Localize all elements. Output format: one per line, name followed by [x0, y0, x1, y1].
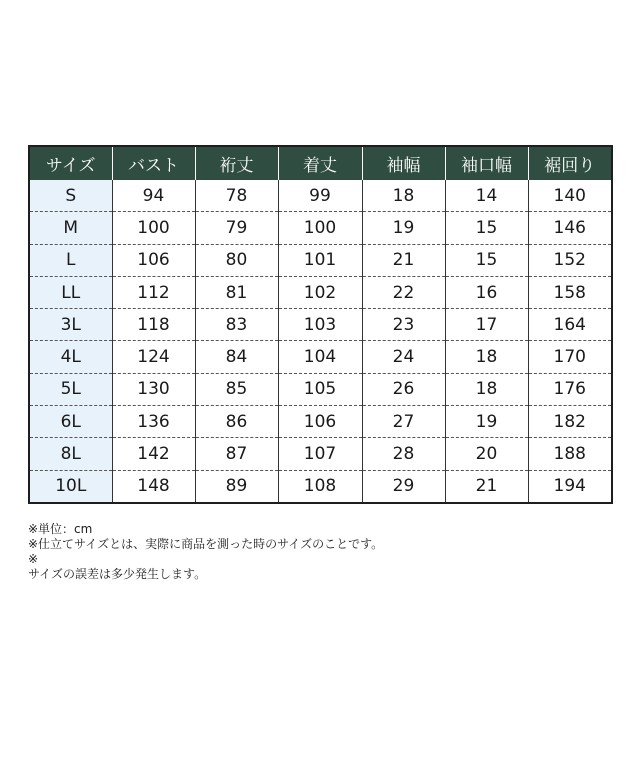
cell-sleeve-width: 22 [362, 276, 445, 308]
cell-sleeve-width: 28 [362, 438, 445, 470]
cell-length: 104 [278, 341, 362, 373]
cell-yuki: 89 [195, 470, 278, 503]
table-row [29, 373, 612, 405]
cell-yuki: 80 [195, 244, 278, 276]
cell-hem: 170 [528, 341, 612, 373]
cell-cuff-width: 14 [445, 180, 528, 212]
cell-length: 102 [278, 276, 362, 308]
cell-yuki: 78 [195, 180, 278, 212]
cell-size: 3L [29, 309, 112, 341]
cell-hem: 152 [528, 244, 612, 276]
header-size: サイズ [29, 146, 112, 180]
header-sleeve-width: 袖幅 [362, 146, 445, 180]
table-row [29, 406, 612, 438]
cell-bust: 124 [112, 341, 195, 373]
cell-bust: 112 [112, 276, 195, 308]
table-row [29, 180, 612, 212]
cell-sleeve-width: 27 [362, 406, 445, 438]
header-yuki: 裄丈 [195, 146, 278, 180]
cell-cuff-width: 16 [445, 276, 528, 308]
cell-hem: 182 [528, 406, 612, 438]
cell-bust: 100 [112, 212, 195, 244]
cell-yuki: 86 [195, 406, 278, 438]
cell-bust: 106 [112, 244, 195, 276]
cell-size: L [29, 244, 112, 276]
cell-size: S [29, 180, 112, 212]
cell-bust: 94 [112, 180, 195, 212]
table-row [29, 438, 612, 470]
cell-sleeve-width: 18 [362, 180, 445, 212]
cell-bust: 118 [112, 309, 195, 341]
header-hem: 裾回り [528, 146, 612, 180]
cell-size: 8L [29, 438, 112, 470]
cell-length: 106 [278, 406, 362, 438]
cell-length: 99 [278, 180, 362, 212]
cell-sleeve-width: 23 [362, 309, 445, 341]
cell-size: LL [29, 276, 112, 308]
cell-cuff-width: 18 [445, 341, 528, 373]
cell-sleeve-width: 24 [362, 341, 445, 373]
cell-cuff-width: 17 [445, 309, 528, 341]
cell-hem: 146 [528, 212, 612, 244]
note-mark: ※ [28, 552, 39, 566]
size-chart-table [28, 145, 613, 504]
cell-size: 5L [29, 373, 112, 405]
note-tolerance: サイズの誤差は多少発生します。 [28, 567, 207, 581]
cell-bust: 148 [112, 470, 195, 503]
table-row [29, 212, 612, 244]
cell-yuki: 81 [195, 276, 278, 308]
cell-size: 4L [29, 341, 112, 373]
cell-length: 107 [278, 438, 362, 470]
cell-cuff-width: 18 [445, 373, 528, 405]
cell-yuki: 87 [195, 438, 278, 470]
cell-cuff-width: 21 [445, 470, 528, 503]
cell-bust: 136 [112, 406, 195, 438]
cell-size: M [29, 212, 112, 244]
table-row [29, 244, 612, 276]
note-unit: ※単位：cm [28, 522, 93, 536]
cell-cuff-width: 15 [445, 244, 528, 276]
cell-cuff-width: 20 [445, 438, 528, 470]
cell-hem: 188 [528, 438, 612, 470]
cell-length: 100 [278, 212, 362, 244]
cell-size: 6L [29, 406, 112, 438]
header-length: 着丈 [278, 146, 362, 180]
table-row [29, 341, 612, 373]
cell-hem: 164 [528, 309, 612, 341]
cell-length: 103 [278, 309, 362, 341]
cell-hem: 176 [528, 373, 612, 405]
table-row [29, 309, 612, 341]
cell-length: 101 [278, 244, 362, 276]
cell-bust: 130 [112, 373, 195, 405]
header-cuff-width: 袖口幅 [445, 146, 528, 180]
cell-cuff-width: 15 [445, 212, 528, 244]
cell-yuki: 79 [195, 212, 278, 244]
note-measure: ※仕立てサイズとは、実際に商品を測った時のサイズのことです。 [28, 537, 384, 551]
cell-sleeve-width: 26 [362, 373, 445, 405]
cell-yuki: 83 [195, 309, 278, 341]
cell-sleeve-width: 29 [362, 470, 445, 503]
cell-sleeve-width: 19 [362, 212, 445, 244]
cell-cuff-width: 19 [445, 406, 528, 438]
cell-hem: 140 [528, 180, 612, 212]
cell-yuki: 84 [195, 341, 278, 373]
notes [28, 522, 618, 582]
table-header-row [29, 146, 612, 180]
cell-sleeve-width: 21 [362, 244, 445, 276]
cell-yuki: 85 [195, 373, 278, 405]
cell-hem: 194 [528, 470, 612, 503]
cell-length: 105 [278, 373, 362, 405]
cell-size: 10L [29, 470, 112, 503]
header-bust: バスト [112, 146, 195, 180]
table-row [29, 470, 612, 503]
table-row [29, 276, 612, 308]
cell-hem: 158 [528, 276, 612, 308]
table-body [29, 180, 612, 503]
cell-bust: 142 [112, 438, 195, 470]
cell-length: 108 [278, 470, 362, 503]
